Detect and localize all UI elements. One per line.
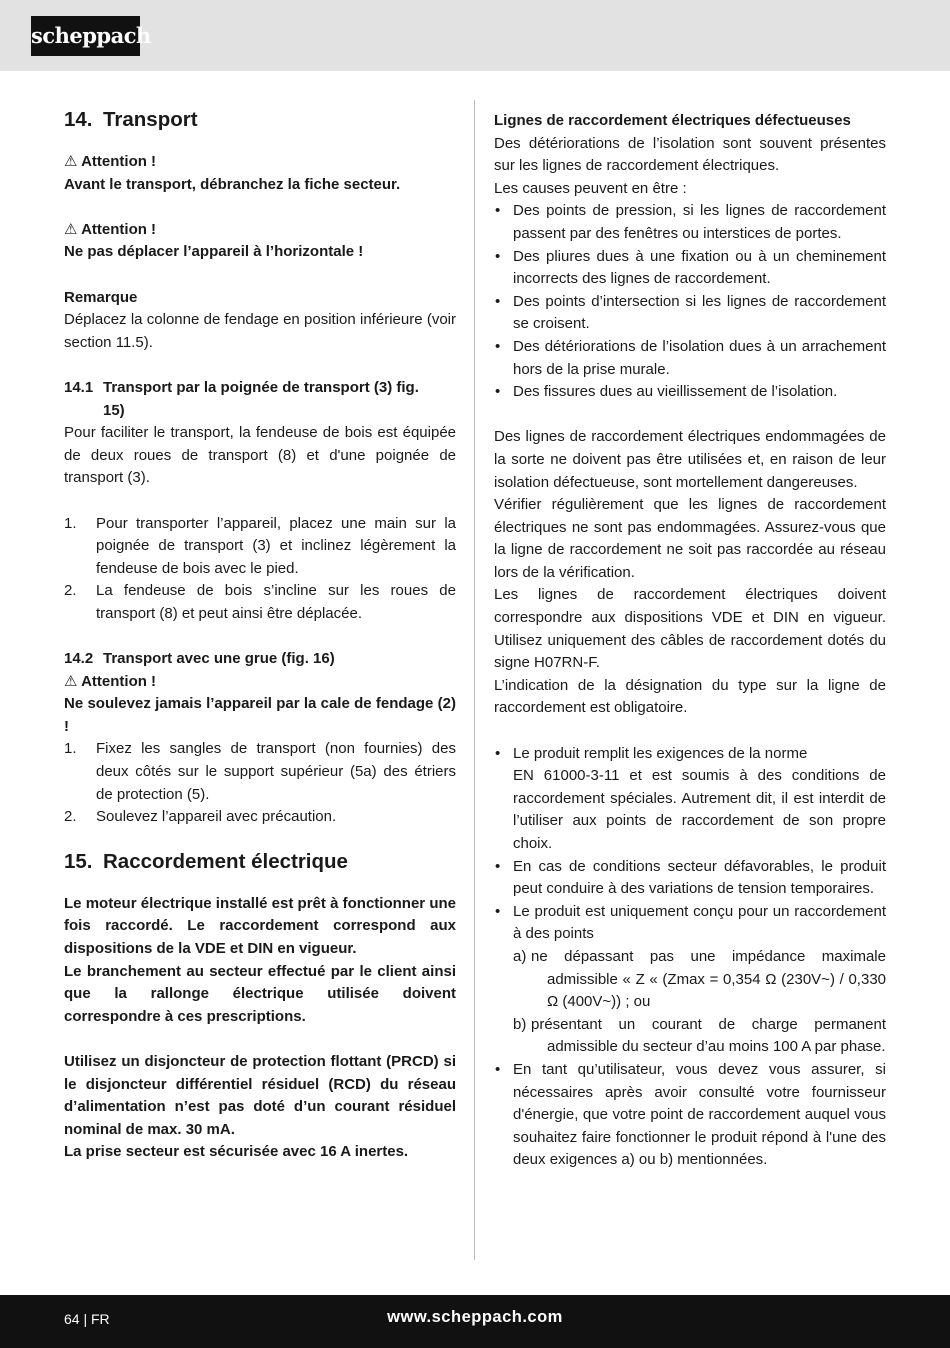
bullet-icon: • [495,247,501,265]
subsection-14-2-heading [64,648,456,671]
bullet-icon: • [495,1060,501,1078]
step-text: Soulevez l’appareil avec précaution. [96,808,337,826]
list-item-text: Des points d’intersection si les lignes de raccordement se croisent. [513,292,886,333]
list-item [494,381,886,404]
warning-label: Attention ! [81,220,157,238]
crane-steps [64,738,456,828]
transport-steps [64,513,456,626]
list-item [64,806,456,829]
step-text: Fixez les sangles de transport (non fournies) des deux côtés sur le support supérieur (5a) des étriers de protection (5). [96,740,456,803]
list-item [64,513,456,581]
list-item [64,580,456,625]
page-number: 64 | FR [64,1311,110,1327]
bullet-icon: • [495,292,501,310]
causes-list [494,200,886,403]
norm-detail: EN 61000-3-11 et est soumis à des conditions de raccordement spéciales. Autrement dit, il est interdit de l’utiliser aux points de raccordement de son propre choix. [513,767,886,852]
right-para-3: Des lignes de raccordement électriques endommagées de la sorte ne doivent pas être utilisées et, en raison de leur isolation défectueuse, sont mortellement dangereuses. [494,428,886,491]
list-item-text [513,901,886,1059]
option-label: a) [513,947,527,965]
right-para-2: Les causes peuvent en être : [494,179,687,197]
subsection-14-1-heading [64,377,456,422]
website-link[interactable]: www.scheppach.com [387,1308,563,1326]
step-text: Pour transporter l’appareil, placez une main sur la poignée de transport (3) et inclinez légèrement la fendeuse de bois avec le pied. [96,514,456,577]
option-a [513,946,886,1014]
section-14-heading [64,107,456,133]
bullet-icon: • [495,383,501,401]
remark-text: Déplacez la colonne de fendage en position inférieure (voir section 11.5). [64,311,456,351]
section-title: Transport [103,108,198,131]
section-title: Raccordement électrique [103,849,348,873]
option-text: ne dépassant pas une impédance maximale admissible « Z « (Zmax = 0,354 Ω (230V~) / 0,330 Ω (400V~)) ; ou [531,947,886,1011]
list-item [494,1059,886,1172]
list-item-text: Des détériorations de l’isolation dues à un arrachement hors de la prise murale. [513,337,886,378]
subsection-title: Transport avec une grue (fig. 16) [103,650,335,668]
list-item [494,856,886,901]
left-column [64,107,456,1164]
section-15-para-1: Le moteur électrique installé est prêt à fonctionner une fois raccordé. Le raccordement correspond aux dispositions de la VDE et DIN en vigueur. [64,894,456,957]
list-item-text: Des points de pression, si les lignes de raccordement passent par des fenêtres ou interstices de portes. [513,202,886,242]
step-number: 2. [64,582,77,600]
warning-3-text: Ne soulevez jamais l’appareil par la cale de fendage (2) ! [64,695,456,735]
page-header [0,0,950,71]
warning-label: Attention ! [81,153,157,170]
scheppach-logo: scheppach [31,16,140,56]
right-para-5: Les lignes de raccordement électriques doivent correspondre aux dispositions VDE et DIN en vigueur. Utilisez uniquement des câbles de raccordement dotés du signe H07RN-F. [494,586,886,672]
defective-lines-title: Lignes de raccordement électriques défectueuses [494,112,851,129]
page-footer [0,1295,950,1348]
section-15-heading [64,849,456,875]
warning-2 [64,219,456,242]
right-column [494,110,886,1172]
right-para-6: L’indication de la désignation du type sur la ligne de raccordement est obligatoire. [494,676,886,717]
column-divider [474,100,475,1260]
list-item-text: En tant qu’utilisateur, vous devez vous assurer, si nécessaires après avoir consulté votre fournisseur d'énergie, que votre point de raccordement auquel vous souhaitez faire fonctionner le produit répond à l'une des deux exigences a) ou b) mentionnées. [513,1060,886,1169]
list-item-text: Des pliures dues à une fixation ou à un cheminement incorrects des lignes de raccordement. [513,247,886,288]
option-b [513,1014,886,1059]
section-15-para-2: Le branchement au secteur effectué par le client ainsi que la rallonge électrique utilisée doivent correspondre à ces prescriptions. [64,962,456,1025]
bullet-icon: • [495,337,501,355]
list-item [494,743,886,856]
step-text: La fendeuse de bois s’incline sur les roues de transport (8) et peut ainsi être déplacée. [96,582,456,622]
right-para-4: Vérifier régulièrement que les lignes de raccordement électriques ne sont pas endommagées. Assurez-vous que la ligne de raccordement ne soit pas raccordée au réseau lors de la vérification. [494,496,886,581]
list-item-text: Des fissures dues au vieillissement de l’isolation. [513,383,838,401]
list-item [494,901,886,1059]
step-number: 2. [64,808,77,826]
warning-triangle-icon: ⚠ [64,672,78,690]
warning-triangle-icon: ⚠ [64,153,78,170]
warning-label: Attention ! [81,672,157,690]
section-15-para-4: La prise secteur est sécurisée avec 16 A inertes. [64,1143,409,1161]
step-number: 1. [64,514,77,532]
norm-line: Le produit remplit les exigences de la norme [513,744,808,762]
warning-3 [64,671,456,694]
right-para-1: Des détériorations de l’isolation sont souvent présentes sur les lignes de raccordement électriques. [494,134,886,175]
list-item [64,738,456,806]
remark-title: Remarque [64,288,138,306]
option-label: b) [513,1015,527,1033]
requirements-list [494,743,886,1172]
option-text: présentant un courant de charge permanent admissible du secteur d’au moins 100 A par phase. [531,1015,886,1056]
list-item [494,200,886,245]
subsection-number: 14.1 [64,378,94,396]
list-item [494,336,886,381]
bullet-icon: • [495,902,501,920]
list-item [494,291,886,336]
warning-1-text: Avant le transport, débranchez la fiche secteur. [64,175,401,193]
section-number: 15. [64,849,93,873]
warning-2-text: Ne pas déplacer l’appareil à l’horizontale ! [64,243,364,261]
section-number: 14. [64,108,93,131]
connection-intro: Le produit est uniquement conçu pour un raccordement à des points [513,902,886,943]
bullet-icon: • [495,202,501,220]
list-item-text: En cas de conditions secteur défavorables, le produit peut conduire à des variations de tension temporaires. [513,857,886,898]
bullet-icon: • [495,857,501,875]
subsection-14-1-text: Pour faciliter le transport, la fendeuse de bois est équipée de deux roues de transport (8) et d'une poignée de transport (3). [64,424,456,487]
bullet-icon: • [495,744,501,762]
subsection-number: 14.2 [64,650,94,668]
warning-triangle-icon: ⚠ [64,220,78,238]
warning-1 [64,151,456,174]
section-15-para-3: Utilisez un disjoncteur de protection flottant (PRCD) si le disjoncteur différentiel résiduel (RCD) du réseau d’alimentation n’est pas doté d’un courant résiduel nominal de max. 30 mA. [64,1052,456,1138]
step-number: 1. [64,740,77,758]
list-item [494,246,886,291]
list-item-text [513,743,886,856]
subsection-title: Transport par la poignée de transport (3) fig. 15) [103,378,419,419]
